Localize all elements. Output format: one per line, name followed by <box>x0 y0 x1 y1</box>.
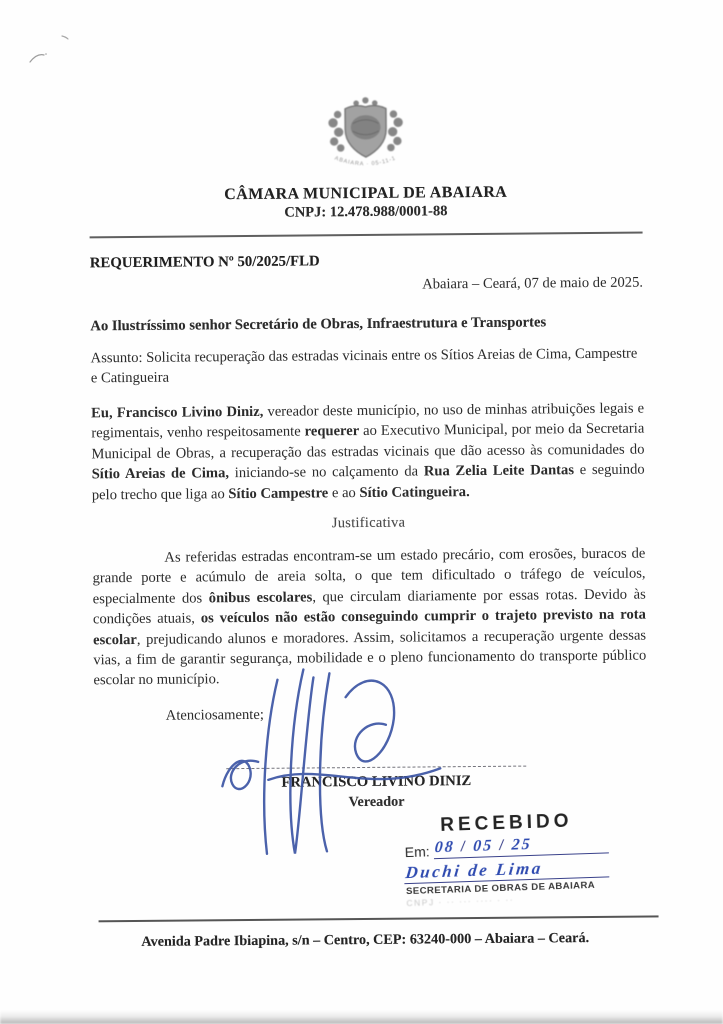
coat-of-arms-icon <box>300 91 431 172</box>
dateline: Abaiara – Ceará, 07 de maio de 2025. <box>422 274 644 293</box>
signature-block <box>226 765 526 812</box>
document-number: REQUERIMENTO Nº 50/2025/FLD <box>89 253 320 272</box>
signer-name: FRANCISCO LIVINO DINIZ <box>281 772 472 791</box>
stamp-handwritten-name: Duchi de Lima <box>404 856 611 884</box>
header <box>88 90 642 224</box>
emblem-caption: ABAIARA · 05-11-1957 <box>306 91 397 168</box>
stamp-handwritten-date: 08 / 05 / 25 <box>434 833 610 859</box>
subject-line: Assunto: Solicita recuperação das estradas vicinais entre os Sítios Areias de Cima, Campestre e Catingueira <box>90 345 638 387</box>
closing-line: Atenciosamente; <box>165 706 264 724</box>
page-footer <box>4 915 723 952</box>
signer-role: Vereador <box>348 793 405 811</box>
footer-address: Avenida Padre Ibiapina, s/n – Centro, CEP: 63240-000 – Abaiara – Ceará. <box>141 930 590 950</box>
header-divider <box>90 232 643 239</box>
footer-divider <box>99 915 659 922</box>
stamp-faint-cnpj: CNPJ · ·· ··· ···· · ·· <box>406 894 515 909</box>
addressee-line: Ao Ilustríssimo senhor Secretário de Obras, Infraestrutura e Transportes <box>90 314 547 335</box>
stamp-title: RECEBIDO <box>439 810 573 836</box>
stamp-em-label: Em: <box>404 843 430 861</box>
received-stamp <box>404 809 612 908</box>
org-cnpj: CNPJ: 12.478.988/0001-88 <box>284 203 448 221</box>
signature-line <box>226 765 526 769</box>
body-paragraph-justification: As referidas estradas encontram-se um estado precário, com erosões, buracos de grande porte e acúmulo de areia solta, o que tem dificultado o tráfego de veículos, especialmente dos ônibus escolares, que circulam diariamente por essas rotas. Devido às condições atuais, os veículos não estão conseguindo cumprir o trajeto previsto na rota escolar, prejudicando alunos e moradores. Assim, solicitamos a recuperação urgente dessas vias, a fim de garantir segurança, mobilidade e o pleno funcionamento do transporte público escolar no município. <box>92 545 647 689</box>
org-name: CÂMARA MUNICIPAL DE ABAIARA <box>224 183 508 204</box>
body-paragraph-request: Eu, Francisco Livino Diniz, vereador deste município, no uso de minhas atribuições legais e regimentais, venho respeitosamente requerer ao Executivo Municipal, por meio da Secretaria Municipal de Obras, a recuperação das estradas vicinais que dão acesso às comunidades do Sítio Areias de Cima, iniciando-se no calçamento da Rua Zelia Leite Dantas e seguindo pelo trecho que liga ao Sítio Campestre e ao Sítio Catingueira. <box>91 400 645 503</box>
justification-heading: Justificativa <box>331 514 406 532</box>
stamp-office-name: SECRETARIA DE OBRAS DE ABAIARA <box>405 879 596 898</box>
